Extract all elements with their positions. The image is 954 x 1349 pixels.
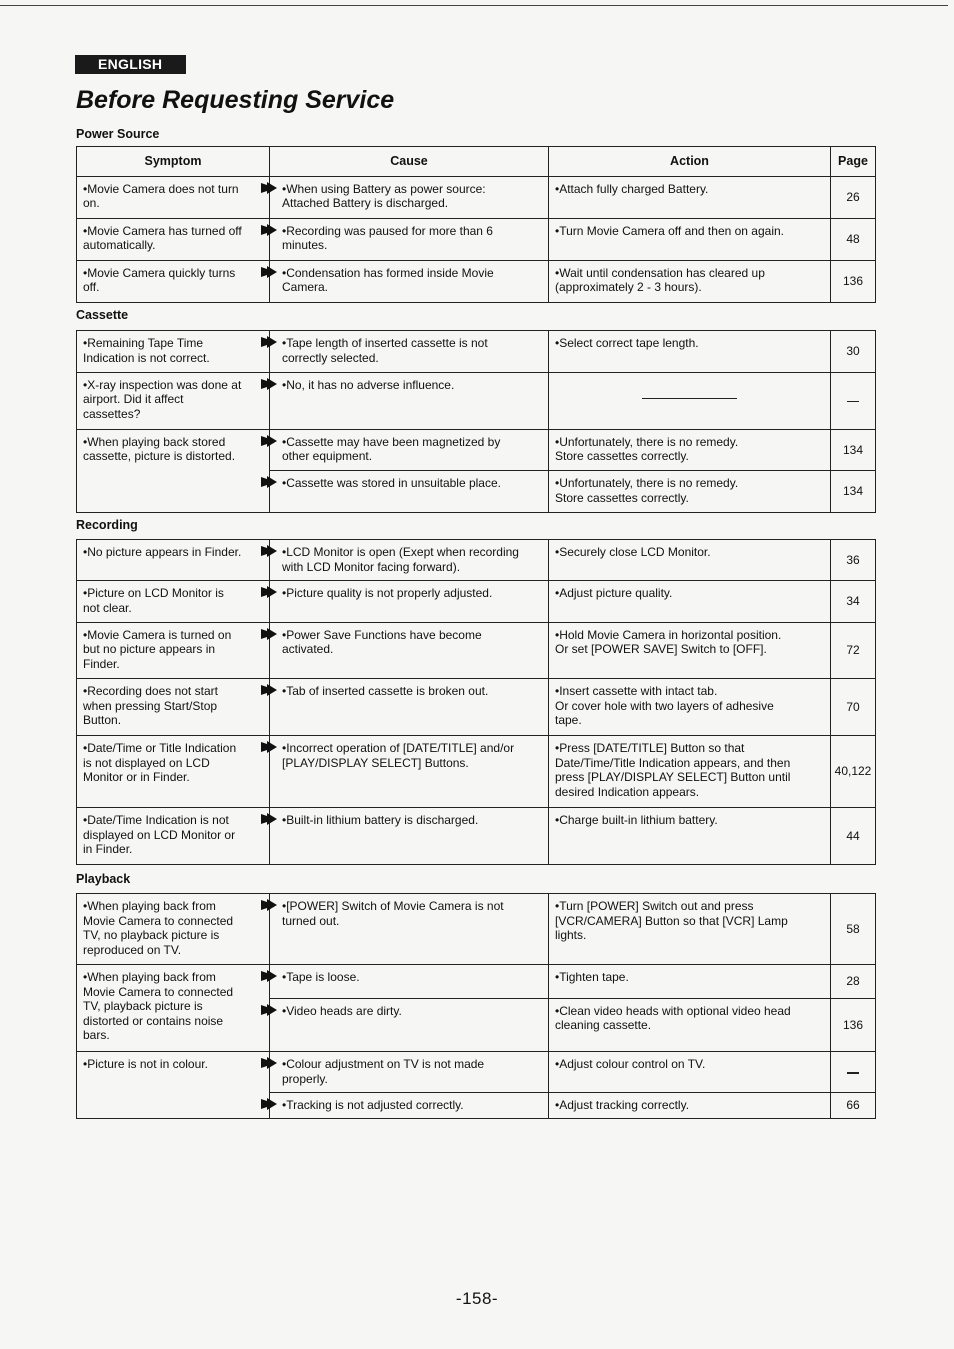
page-cell [831,965,876,998]
action-cell [549,176,831,218]
top-rule [0,5,948,6]
page-ref: 34 [846,594,860,609]
page-ref: 28 [846,974,860,989]
symptom-text: •Movie Camera quickly turns off. [83,265,236,295]
cause-cell [270,1052,549,1093]
symptom-cell [77,218,270,260]
page-ref: 134 [842,484,864,499]
cause-cell [270,965,549,998]
column-header-action: Action [549,147,831,177]
page-cell [831,808,876,865]
action-text: •Turn [POWER] Switch out and press [VCR/CAMERA] Button so that [VCR] Lamp lights. [555,899,788,942]
cause-cell [270,218,549,260]
cause-cell [270,429,549,471]
page-ref: 30 [846,344,860,359]
cause-cell [270,998,549,1051]
cause-text: •Incorrect operation of [DATE/TITLE] and/or [PLAY/DISPLAY SELECT] Buttons. [282,741,515,770]
arrow-right-icon [261,1056,277,1072]
table-row [77,429,876,471]
action-cell [549,736,831,808]
symptom-cell [77,894,270,965]
action-cell [549,998,831,1051]
cause-cell [270,176,549,218]
table-row [77,808,876,865]
cause-text: •[POWER] Switch of Movie Camera is not turned out. [282,899,504,928]
action-text: •Adjust colour control on TV. [555,1057,706,1072]
cause-cell [270,1093,549,1119]
page-cell [831,581,876,622]
action-cell [549,260,831,302]
arrow-right-icon [261,1097,277,1113]
table-row [77,218,876,260]
page-ref-dash [847,1072,859,1074]
action-cell [549,808,831,865]
page-cell [831,540,876,581]
action-dash [642,398,737,399]
symptom-cell [77,736,270,808]
action-text: •Turn Movie Camera off and then on again. [555,223,785,238]
page-cell [831,622,876,679]
cause-text: •Picture quality is not properly adjusted. [282,586,493,601]
page-cell [831,218,876,260]
cause-text: •Tracking is not adjusted correctly. [282,1098,464,1113]
page-ref: 40,122 [834,764,872,779]
arrow-right-icon [261,544,277,560]
action-cell [549,622,831,679]
table-row [77,679,876,736]
symptom-cell [77,429,270,512]
action-text: •Adjust tracking correctly. [555,1098,690,1113]
page-ref: 134 [842,442,864,457]
cause-cell [270,372,549,429]
page-cell [831,331,876,373]
symptom-text: •Picture is not in colour. [83,1057,208,1072]
page-cell [831,679,876,736]
language-badge: ENGLISH [75,55,186,74]
action-cell [549,218,831,260]
arrow-right-icon [261,265,277,281]
arrow-right-icon [261,627,277,643]
arrow-right-icon [261,898,277,914]
cause-cell [270,679,549,736]
arrow-right-icon [261,969,277,985]
arrow-right-icon [261,585,277,601]
arrow-right-icon [261,1003,277,1019]
action-text: •Unfortunately, there is no remedy. Store cassettes correctly. [555,476,739,505]
arrow-right-icon [261,434,277,450]
cause-text: •Cassette was stored in unsuitable place. [282,476,501,491]
page-ref: 44 [846,828,860,843]
arrow-right-icon [261,223,277,239]
section-label: Recording [76,518,138,532]
action-text: •Select correct tape length. [555,336,699,350]
action-text: •Securely close LCD Monitor. [555,545,711,559]
cause-text: •Video heads are dirty. [282,1003,402,1018]
cause-text: •LCD Monitor is open (Exept when recording with LCD Monitor facing forward). [282,545,519,574]
action-text: •Insert cassette with intact tab. Or cover hole with two layers of adhesive tape. [555,684,774,728]
action-cell [549,331,831,373]
section-label: Playback [76,872,131,886]
table-row [77,260,876,302]
page-ref: 136 [842,1017,864,1032]
symptom-cell [77,965,270,1052]
action-cell [549,965,831,998]
symptom-cell [77,622,270,679]
action-text: •Tighten tape. [555,970,629,985]
table-header-row [77,147,876,177]
cause-cell [270,331,549,373]
action-text: •Charge built-in lithium battery. [555,813,718,828]
page-cell [831,1052,876,1093]
table-row [77,581,876,622]
table-row [77,331,876,373]
action-text: •Unfortunately, there is no remedy. Store cassettes correctly. [555,434,739,464]
page-cell [831,736,876,808]
page-cell [831,260,876,302]
symptom-text: •When playing back stored cassette, picture is distorted. [83,434,236,464]
symptom-text: •Picture on LCD Monitor is not clear. [83,586,224,615]
table-row [77,540,876,581]
cause-cell [270,260,549,302]
action-cell [549,894,831,965]
symptom-text: •Remaining Tape Time Indication is not correct. [83,336,210,365]
table-row [77,736,876,808]
page-ref: 72 [846,643,860,658]
action-text: •Clean video heads with optional video head cleaning cassette. [555,1003,791,1033]
symptom-cell [77,1052,270,1119]
table-row [77,965,876,998]
action-cell [549,540,831,581]
symptom-cell [77,808,270,865]
cause-cell [270,581,549,622]
page-ref: 66 [846,1098,860,1113]
symptom-cell [77,540,270,581]
cause-text: •When using Battery as power source: Attached Battery is discharged. [282,181,486,211]
page-ref: 48 [846,232,860,247]
section-label: Cassette [76,308,129,322]
symptom-text: •When playing back from Movie Camera to connected TV, no playback picture is reproduced on TV. [83,899,234,957]
cause-text: •Built-in lithium battery is discharged. [282,813,479,828]
page-cell [831,372,876,429]
action-cell [549,679,831,736]
symptom-text: •No picture appears in Finder. [83,545,242,559]
symptom-cell [77,679,270,736]
arrow-right-icon [261,740,277,756]
action-text: •Hold Movie Camera in horizontal position. Or set [POWER SAVE] Switch to [OFF]. [555,627,782,657]
page-cell [831,429,876,471]
cause-cell [270,808,549,865]
symptom-text: •Date/Time or Title Indication is not displayed on LCD Monitor or in Finder. [83,741,237,785]
cause-cell [270,471,549,513]
page-title: Before Requesting Service [76,86,395,114]
arrow-right-icon [261,683,277,699]
cause-text: •Colour adjustment on TV is not made properly. [282,1057,485,1086]
table-row [77,894,876,965]
arrow-right-icon [261,335,277,351]
cause-text: •Condensation has formed inside Movie Camera. [282,265,494,295]
cause-text: •Tape is loose. [282,970,360,985]
cause-text: •Tape length of inserted cassette is not correctly selected. [282,336,488,365]
arrow-right-icon [261,181,277,197]
column-header-page: Page [831,147,876,177]
page-cell [831,176,876,218]
action-cell [549,1093,831,1119]
table-row [77,1052,876,1093]
action-cell [549,1052,831,1093]
page-ref: 58 [846,921,860,936]
cause-cell [270,736,549,808]
page-ref: 36 [846,552,860,567]
cause-text: •Cassette may have been magnetized by other equipment. [282,434,501,464]
action-cell [549,471,831,513]
page-ref-dash [847,401,859,403]
symptom-cell [77,176,270,218]
page-cell [831,1093,876,1119]
arrow-right-icon [261,377,277,393]
arrow-right-icon [261,475,277,491]
cause-text: •No, it has no adverse influence. [282,377,455,392]
troubleshooting-table [76,146,876,303]
symptom-text: •Recording does not start when pressing Start/Stop Button. [83,684,218,728]
table-row [77,372,876,429]
symptom-cell [77,372,270,429]
cause-cell [270,540,549,581]
cause-text: •Recording was paused for more than 6 minutes. [282,223,493,253]
action-cell [549,372,831,429]
symptom-text: •When playing back from Movie Camera to connected TV, playback picture is distorted or contains noise bars. [83,970,234,1043]
action-text: •Press [DATE/TITLE] Button so that Date/Time/Title Indication appears, and then press [PLAY/DISPLAY SELECT] Button until desired Indication appears. [555,741,791,799]
page-number: -158- [455,1289,499,1308]
page-cell [831,894,876,965]
symptom-cell [77,260,270,302]
action-text: •Adjust picture quality. [555,586,673,601]
column-header-symptom: Symptom [77,147,270,177]
cause-cell [270,894,549,965]
symptom-text: •Date/Time Indication is not displayed on LCD Monitor or in Finder. [83,813,236,857]
action-cell [549,429,831,471]
symptom-text: •Movie Camera is turned on but no picture appears in Finder. [83,627,232,671]
troubleshooting-table [76,893,876,1119]
column-header-cause: Cause [270,147,549,177]
cause-text: •Tab of inserted cassette is broken out. [282,684,489,699]
symptom-text: •Movie Camera does not turn on. [83,181,239,211]
table-row [77,176,876,218]
troubleshooting-table [76,539,876,865]
cause-cell [270,622,549,679]
action-cell [549,581,831,622]
action-text: •Attach fully charged Battery. [555,181,709,196]
symptom-cell [77,331,270,373]
troubleshooting-table [76,330,876,513]
page-ref: 70 [846,700,860,715]
symptom-text: •Movie Camera has turned off automatically. [83,223,242,253]
section-label: Power Source [76,127,160,141]
page-cell [831,998,876,1051]
symptom-cell [77,581,270,622]
page-ref: 26 [846,189,860,204]
action-text: •Wait until condensation has cleared up (approximately 2 - 3 hours). [555,265,765,295]
arrow-right-icon [261,812,277,828]
page-ref: 136 [842,274,864,289]
cause-text: •Power Save Functions have become activated. [282,627,482,657]
symptom-text: •X-ray inspection was done at airport. Did it affect cassettes? [83,377,242,421]
table-row [77,622,876,679]
page-cell [831,471,876,513]
